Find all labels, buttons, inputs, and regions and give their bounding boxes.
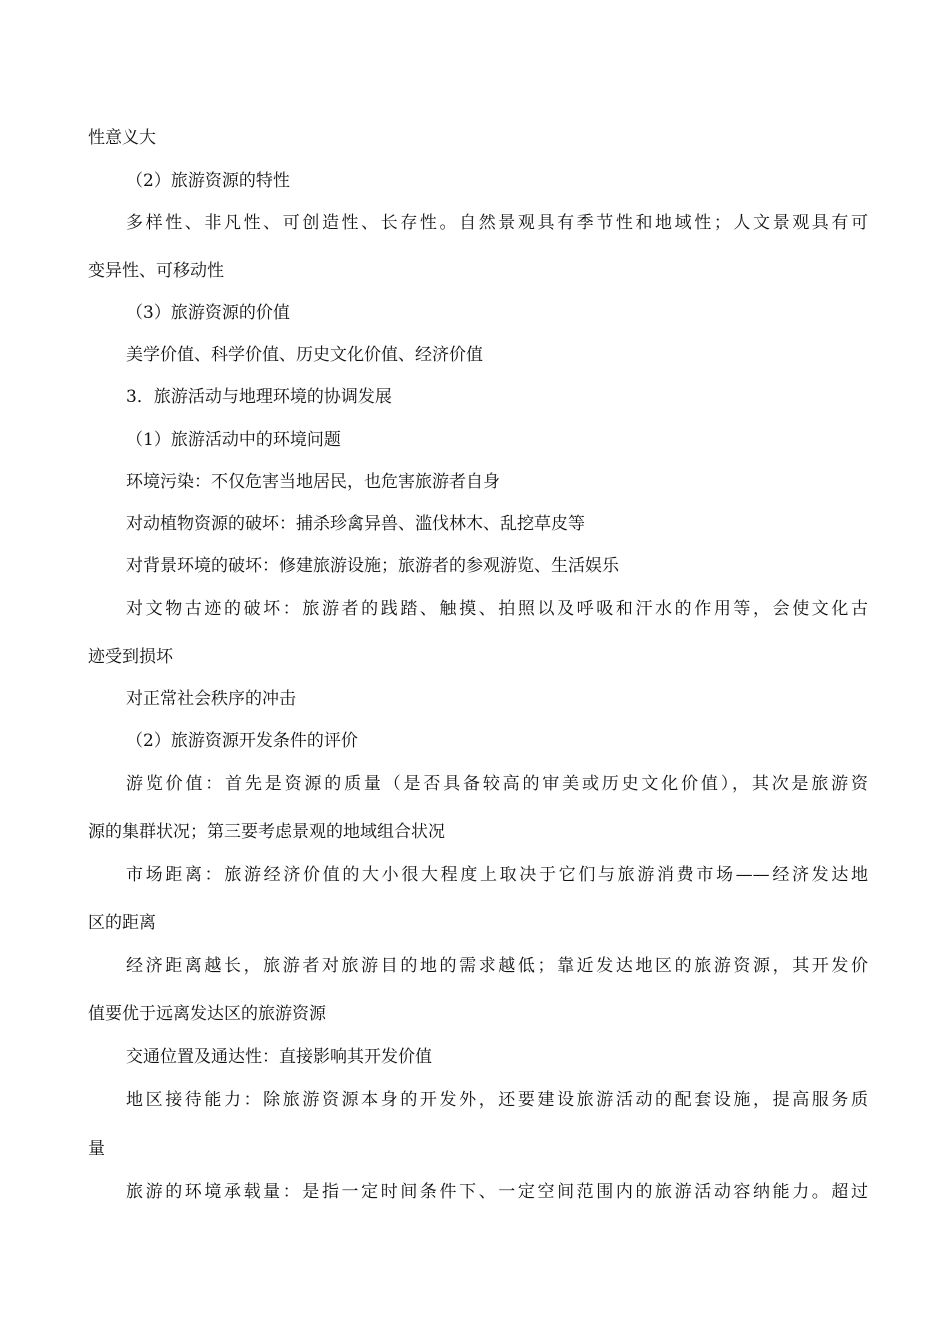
section-heading: 3．旅游活动与地理环境的协调发展 — [126, 387, 392, 407]
text-line: 变异性、可移动性 — [88, 261, 224, 281]
text-line: 环境污染：不仅危害当地居民，也危害旅游者自身 — [126, 472, 500, 492]
section-heading: （2）旅游资源的特性 — [126, 171, 290, 191]
text-line: 多样性、非凡性、可创造性、长存性。自然景观具有季节性和地域性；人文景观具有可 — [126, 213, 868, 233]
text-line: 对文物古迹的破坏：旅游者的践踏、触摸、拍照以及呼吸和汗水的作用等，会使文化古 — [126, 599, 868, 619]
text-line: 区的距离 — [88, 913, 156, 933]
text-line: 源的集群状况；第三要考虑景观的地域组合状况 — [88, 822, 445, 842]
text-line: 对正常社会秩序的冲击 — [126, 689, 296, 709]
text-line: 美学价值、科学价值、历史文化价值、经济价值 — [126, 345, 483, 365]
text-line: 游览价值：首先是资源的质量（是否具备较高的审美或历史文化价值），其次是旅游资 — [126, 774, 868, 794]
section-heading: （3）旅游资源的价值 — [126, 303, 290, 323]
text-line: 交通位置及通达性：直接影响其开发价值 — [126, 1047, 432, 1067]
text-line: 地区接待能力：除旅游资源本身的开发外，还要建设旅游活动的配套设施，提高服务质 — [126, 1090, 868, 1110]
section-heading: （1）旅游活动中的环境问题 — [126, 430, 341, 450]
text-line: 经济距离越长，旅游者对旅游目的地的需求越低；靠近发达地区的旅游资源，其开发价 — [126, 956, 868, 976]
text-line: 市场距离：旅游经济价值的大小很大程度上取决于它们与旅游消费市场——经济发达地 — [126, 865, 868, 885]
text-line: 对背景环境的破坏：修建旅游设施；旅游者的参观游览、生活娱乐 — [126, 556, 619, 576]
text-line: 性意义大 — [88, 128, 156, 148]
text-line: 量 — [88, 1139, 105, 1159]
text-line: 值要优于远离发达区的旅游资源 — [88, 1004, 326, 1024]
text-line: 旅游的环境承载量：是指一定时间条件下、一定空间范围内的旅游活动容纳能力。超过 — [126, 1182, 868, 1202]
text-line: 迹受到损坏 — [88, 647, 173, 667]
text-line: 对动植物资源的破坏：捕杀珍禽异兽、滥伐林木、乱挖草皮等 — [126, 514, 585, 534]
section-heading: （2）旅游资源开发条件的评价 — [126, 731, 358, 751]
